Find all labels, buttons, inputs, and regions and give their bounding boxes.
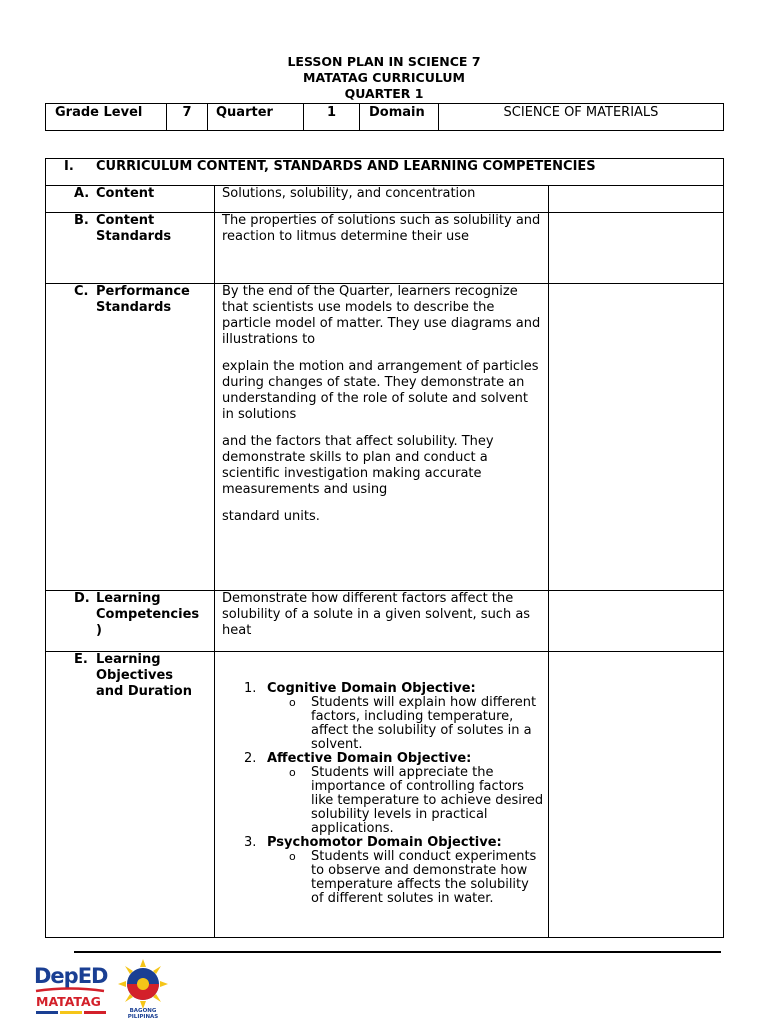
title-lesson-plan: LESSON PLAN IN SCIENCE 7 [287,54,481,69]
footer-divider [74,951,721,953]
row-b-letter: B. [74,213,89,228]
bullet-icon: o [289,850,296,863]
bagong-pilipinas-text: BAGONG PILIPINAS [127,1008,159,1020]
row-performance-standards [46,284,724,591]
row-c-letter: C. [74,284,89,299]
row-c-para-2: explain the motion and arrangement of particles during changes of state. They demonstrate an understanding of the role of solute and solvent in solutions [222,359,539,422]
row-c-notes [549,284,724,591]
row-d-notes [549,591,724,652]
bullet-icon: o [289,766,296,779]
row-e-label-1: Learning [96,652,161,667]
deped-wordmark: DepED [34,964,108,988]
row-e-letter: E. [74,652,88,667]
row-learning-objectives [46,652,724,938]
row-e-label-3: and Duration [96,684,192,699]
section-numeral: I. [64,159,74,174]
row-b-text: The properties of solutions such as solubility and reaction to litmus determine their use [222,213,541,244]
section-header [46,159,724,186]
row-e-notes [549,652,724,938]
title-curriculum: MATATAG CURRICULUM [303,70,465,85]
row-d-label-1: Learning [96,591,161,606]
row-b-label-2: Standards [96,229,172,244]
row-b-notes [549,213,724,284]
curriculum-table [45,158,724,938]
grade-level-label: Grade Level [46,104,167,131]
row-c-para-3: and the factors that affect solubility. They demonstrate skills to plan and conduct a scientific investigation making accurate measurements and using [222,434,494,497]
row-a-letter: A. [74,186,90,201]
deped-logo [34,964,106,1016]
objectives-list [215,682,548,906]
title-quarter: QUARTER 1 [344,86,424,101]
row-a-text: Solutions, solubility, and concentration [222,186,476,201]
row-d-label-3: ) [96,623,102,638]
matatag-underline-icon [36,1010,106,1016]
row-c-label-1: Performance [96,284,190,299]
row-c-para-4: standard units. [222,509,320,524]
row-d-text: Demonstrate how different factors affect the solubility of a solute in a given solvent, such as heat [222,591,531,638]
bagong-pilipinas-seal-icon [115,958,171,1010]
row-learning-competencies [46,591,724,652]
section-title: CURRICULUM CONTENT, STANDARDS AND LEARNING COMPETENCIES [96,159,596,174]
objective-psychomotor: 3. Psychomotor Domain Objective: o Students will conduct experiments to observe and demonstrate how temperature affects the solubility of different solutes in water. [244,835,537,906]
quarter-label: Quarter [208,104,304,131]
row-c-para-1: By the end of the Quarter, learners recognize that scientists use models to describe the particle model of matter. They use diagrams and illustrations to [222,284,541,347]
row-content-standards [46,213,724,284]
row-a-notes [549,186,724,213]
grade-level-value: 7 [167,104,208,131]
row-d-letter: D. [74,591,90,606]
objective-cognitive: 1. Cognitive Domain Objective: o Students will explain how different factors, including temperature, affect the solubility of solutes in a solvent. [244,681,537,752]
row-c-label-2: Standards [96,300,172,315]
row-e-label-2: Objectives [96,668,174,683]
domain-value: SCIENCE OF MATERIALS [439,104,724,131]
domain-label: Domain [360,104,439,131]
objective-affective: 2. Affective Domain Objective: o Students will appreciate the importance of controlling factors like temperature to achieve desired solubility levels in practical applications. [244,751,544,836]
bullet-icon: o [289,696,296,709]
row-d-label-2: Competencies [96,607,200,622]
matatag-wordmark: MATATAG [36,994,101,1009]
quarter-value: 1 [304,104,360,131]
bagong-pilipinas-logo [115,958,171,1018]
row-b-label-1: Content [96,213,155,228]
info-table [45,103,724,131]
row-content [46,186,724,213]
row-a-label: Content [96,186,155,201]
